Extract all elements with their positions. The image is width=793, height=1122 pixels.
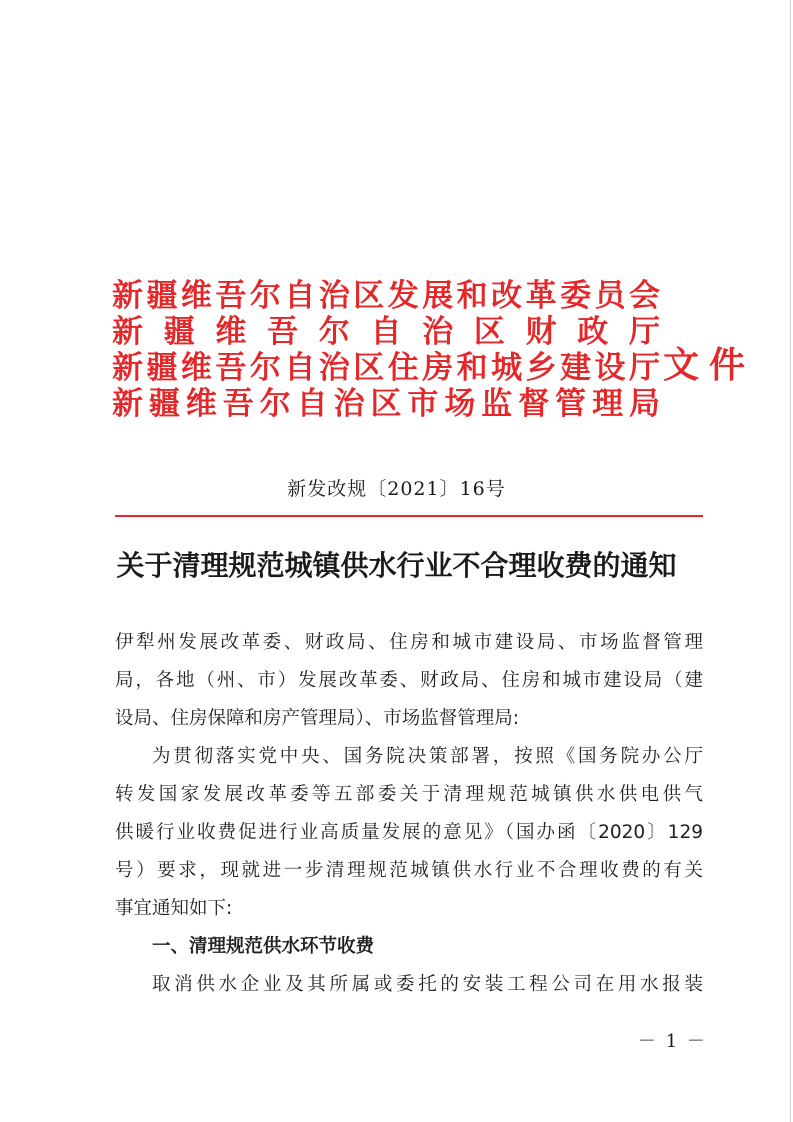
issuer-market-regulation: 新疆维吾尔自治区市场监督管理局 [112,386,660,422]
section-body-line: 取消供水企业及其所属或委托的安装工程公司在用水报装 [152,974,703,995]
red-divider [115,515,703,517]
document-suffix: 文件 [663,344,756,386]
intro-line: 号）要求，现就进一步清理规范城镇供水行业不合理收费的有关 [115,860,703,881]
document-number: 新发改规〔2021〕16号 [287,478,506,500]
intro-line: 为贯彻落实党中央、国务院决策部署，按照《国务院办公厅 [152,746,703,767]
recipients [115,624,703,738]
issuer-finance: 新疆维吾尔自治区财政厅 [112,314,660,350]
document-title: 关于清理规范城镇供水行业不合理收费的通知 [116,549,677,582]
intro-paragraph [115,738,703,928]
section-heading: 一、清理规范供水环节收费 [152,936,375,957]
recipients-line: 局，各地（州、市）发展改革委、财政局、住房和城市建设局（建 [115,670,703,691]
intro-line: 供暖行业收费促进行业高质量发展的意见》（国办函〔2020〕129 [115,822,703,843]
recipients-line: 设局、住房保障和房产管理局）、市场监督管理局: [115,708,519,729]
intro-line: 转发国家发展改革委等五部委关于清理规范城镇供水供电供气 [115,784,703,805]
intro-line: 事宜通知如下: [115,898,233,919]
recipients-line: 伊犁州发展改革委、财政局、住房和城市建设局、市场监督管理 [115,632,703,653]
issuer-housing: 新疆维吾尔自治区住房和城乡建设厅 [112,350,660,386]
issuer-ndrc: 新疆维吾尔自治区发展和改革委员会 [112,278,660,314]
section-one [115,928,703,1004]
page-number: － 1 － [638,1031,707,1052]
issuer-block [112,278,660,422]
